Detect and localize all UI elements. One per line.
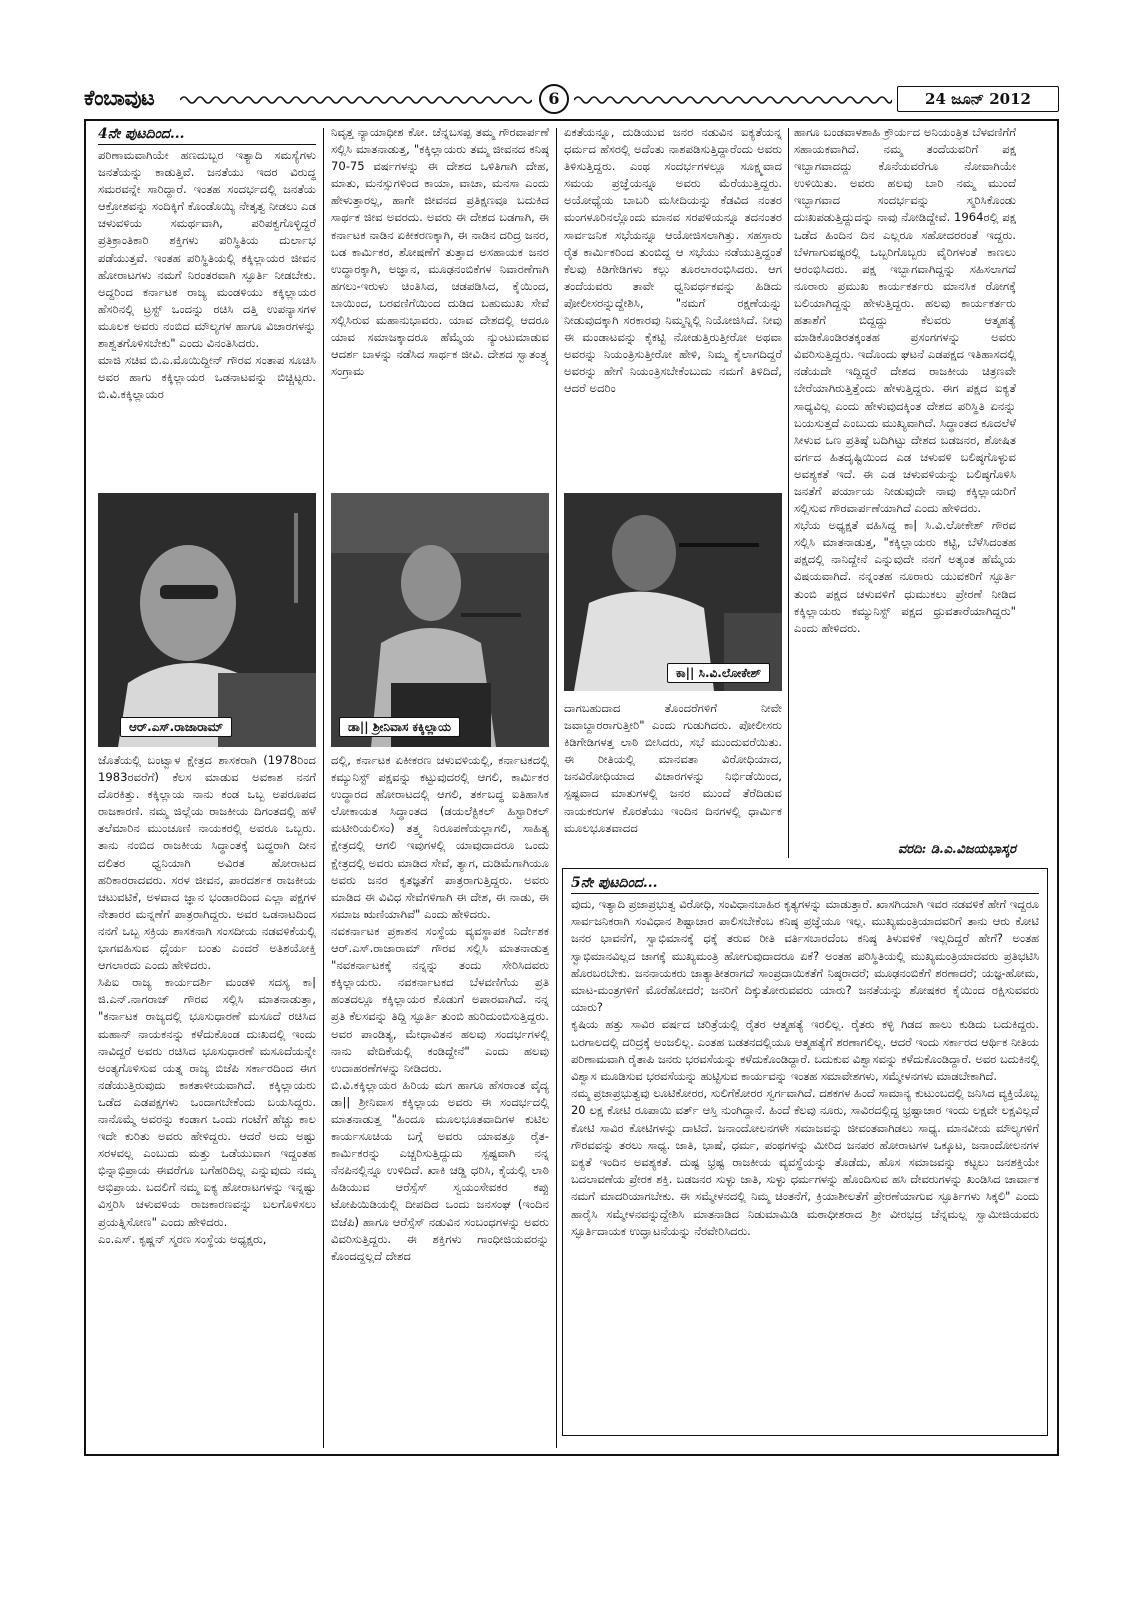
- article-column-1-bottom: [98, 752, 316, 1446]
- article-paragraph: ಏಕತೆಯನ್ನೂ, ದುಡಿಯುವ ಜನರ ನಡುವಿನ ಐಕ್ಯತೆಯನ್ನ ಧರ್ಮದ ಹೆಸರಲ್ಲಿ ಅದೆಂತು ನಾಶಪಡಿಸುತ್ತಿದ್ದಾರೆಂದು ಅವರು ತಿಳಿಸುತ್ತಿದ್ದರು. ಎಂಥ ಸಂದರ್ಭಗಳಲ್ಲೂ ಸೂಕ್ಷ್ಮವಾದ ಸಮಯ ಪ್ರಜ್ಞೆಯನ್ನೂ ಅವರು ಮೆರೆಯುತ್ತಿದ್ದರು. ಅಯೋಧ್ಯೆಯ ಬಾಬರಿ ಮಸೀದಿಯನ್ನು ಕೆಡವಿದ ನಂತರ ಮಂಗಳೂರಿನಲ್ಲೊಂದು ಮಾನವ ಸರಪಳಿಯನ್ನೂ ತದನಂತರ ಸಾರ್ವಜನಿಕ ಸಭೆಯನ್ನೂ ಆಯೋಜಿಸಲಾಗಿತ್ತು. ಸಹಸ್ರಾರು ರೈತ ಕಾರ್ಮಿಕರಿಂದ ತುಂಬಿದ್ದ ಆ ಸಭೆಯು ನಡೆಯುತ್ತಿದ್ದಂತೆ ಕೆಲವು ಕಿಡಿಗೇಡಿಗಳು ಕಲ್ಲು ತೂರಲಾರಂಭಿಸಿದರು. ಆಗ ತಂದೆಯವರು ತಾವೇ ಧ್ವನಿವರ್ಧಕವನ್ನು ಹಿಡಿದು ಪೋಲೀಸರನ್ನುದ್ದೇಶಿಸಿ, "ನಮಗೆ ರಕ್ಷಣೆಯನ್ನು ನೀಡುವುದಕ್ಕಾಗಿ ಸರಕಾರವು ನಿಮ್ಮನ್ನಿಲ್ಲಿ ನಿಯೋಜಿಸಿದೆ. ನೀವು ಈ ಮಂಡಾಟವನ್ನು ಕೈಕಟ್ಟಿ ನೋಡುತ್ತಿರುತ್ತೀರೋ ಅಥವಾ ಅವರನ್ನು ನಿಯಂತ್ರಿಸುತ್ತೀರೋ ಹೇಳಿ, ನಿಮ್ಮ ಕೈಲಾಗದಿದ್ದರೆ ಅವರನ್ನು ಹೇಗೆ ನಿಯಂತ್ರಿಸಬೇಕೆಂಬುದು ನಮಗೆ ತಿಳಿದಿದೆ, ಆದರೆ ಅದರಿಂ: [564, 125, 782, 396]
- article-column-4: [794, 124, 1016, 842]
- article-paragraph: ನಿವೃತ್ತ ನ್ಯಾಯಾಧೀಶ ಕೋ. ಚೆನ್ನಬಸಪ್ಪ ತಮ್ಮ ಗೌರವಾರ್ಪಣೆ ಸಲ್ಲಿಸಿ ಮಾತನಾಡುತ್ತ, "ಕಕ್ಕಿಲ್ಲಾಯರು ತಮ್ಮ ಜೀವನದ ಕನಿಷ್ಠ 70-75 ವರ್ಷಗಳನ್ನು ಈ ದೇಶದ ಒಳಿತಿಗಾಗಿ ದೇಹ, ಮಾತು, ಮನಸ್ಸುಗಳಿಂದ ಕಾಯಾ, ವಾಚಾ, ಮನಸಾ ಎಂದು ಹೇಳುತ್ತಾರಲ್ಲ, ಹಾಗೇ ಜೀವನದ ಪ್ರತಿಕ್ಷಣವೂ ಬದುಕಿದ ಸಾರ್ಥಕ ಜೀವ ಅವರದು. ಅವರು ಈ ದೇಶದ ಬಡಗಾಗಿ, ಈ ಕರ್ನಾಟಕ ನಾಡಿನ ಏಕೀಕರಣಕ್ಕಾಗಿ, ಈ ನಾಡಿನ ದರಿದ್ರ ಜನರ, ಬಡ ಕಾರ್ಮಿಕರ, ಶೋಷಣೆಗೆ ತುತ್ತಾದ ಅಸಹಾಯಕ ಜನರ ಉದ್ಧಾರಕ್ಕಾಗಿ, ಅಜ್ಞಾನ, ಮೂಢನಂಬಿಕೆಗಳ ನಿವಾರಣೆಗಾಗಿ ಹಗಲು-ಇರುಳು ಚಿಂತಿಸಿದ, ಚಡಪಡಿಸಿದ, ಕೈಯಿಂದ, ಬಾಯಿಂದ, ಬರವಣಿಗೆಯಿಂದ ದುಡಿದ ಬಹುಮುಖ ಸೇವೆ ಸಲ್ಲಿಸಿರುವ ಮಹಾನುಭಾವರು. ಯಾವ ದೇಶದಲ್ಲಿ ಆದರೂ ಯಾವ ಸಮಾಜಕ್ಕಾದರೂ ಹೆಮ್ಮೆಯ ನ್ಯುಂಟುಮಾಡುವ ಆದರ್ಶ ಬಾಳನ್ನು ನಡೆಸಿದ ಸಾರ್ಥಕ ಜೀವಿ. ದೇಶದ ಸ್ವಾತಂತ್ರ್ಯ ಸಂಗ್ರಾಮ: [331, 125, 549, 379]
- continued-from-label: 5ನೇ ಪುಟದಿಂದ...: [571, 873, 1039, 894]
- page-header: [84, 84, 1059, 114]
- decorative-wave-left: [180, 93, 532, 107]
- article-paragraph: ಎಂ.ಎಸ್. ಕೃಷ್ಣನ್ ಸ್ಮರಣ ಸಂಸ್ಥೆಯ ಅಧ್ಯಕ್ಷರು,: [98, 1231, 267, 1246]
- article-column-2-bottom: [331, 752, 549, 1446]
- article-paragraph: ನಮ್ಮ ಪ್ರಜಾಪ್ರಭುತ್ವವು ಲೂಟಿಕೋರರ, ಸುಲಿಗೆಕೋರರ ಸ್ವರ್ಗವಾಗಿದೆ. ದಶಕಗಳ ಹಿಂದೆ ಸಾಮಾನ್ಯ ಕುಟುಂಬದಲ್ಲಿ ಜನಿಸಿದ ವ್ಯಕ್ತಿಯೊಬ್ಬ 20 ಲಕ್ಷ ಕೋಟಿ ರೂಪಾಯಿ ವರ್ತ್ ಆಸ್ತಿ ನುಂಗಿದ್ದಾನೆ. ಹಿಂದೆ ಕೆಲವು ನೂರು, ಸಾವಿರದಲ್ಲಿದ್ದ ಭ್ರಷ್ಟಾಚಾರ ಇಂದು ಲಕ್ಷವೇ ಲಕ್ಷವಿಲ್ಲದೆ ಕೋಟಿ ಸಾವಿರ ಕೋಟಿಗಳನ್ನು ದಾಟಿದೆ. ಜನಾಂದೋಲನಗಳೇ ಸಮಾಜವನ್ನು ಜೀವಂತವಾಗಿಡಲು ಸಾಧ್ಯ. ಮಾನವೀಯ ಮೌಲ್ಯಗಳಿಗೆ ಗೌರವವನ್ನು ತರಲು ಸಾಧ್ಯ. ಜಾತಿ, ಭಾಷೆ, ಧರ್ಮ, ಪಂಥಗಳನ್ನು ಮೀರಿದ ಜನಪರ ಹೋರಾಟಗಳ ಒಕ್ಕೂಟ, ಜನಾಂದೋಲನಗಳ ಐಕ್ಯತೆ ಇಂದಿನ ಅವಶ್ಯಕತೆ. ದುಷ್ಟ ಭ್ರಷ್ಟ ರಾಜಕೀಯ ವ್ಯವಸ್ಥೆಯನ್ನು ತೊಡೆದು, ಹೊಸ ಸಮಾಜವನ್ನು ಕಟ್ಟಲು ಜನಶಕ್ತಿಯೇ ಬದಲಾವಣೆಯ ಪ್ರೇರಕ ಶಕ್ತಿ. ಬಡಜನರ ಸುಳ್ಳು ಜಾತಿ, ಸುಳ್ಳು ಧರ್ಮಗಳನ್ನು ಹೊಂದಿಸುವ ಹಸಿ ದೇವರುಗಳನ್ನು ಖಂಡಿಸಿದ ಚಾರ್ವಾಕ ನಮಗೆ ಮಾದರಿಯಾಗಬೇಕು. ಈ ಸಮ್ಮೇಳನದಲ್ಲಿ ನಿಮ್ಮ ಚಿಂತನೆಗೆ, ಕ್ರಿಯಾಶೀಲತೆಗೆ ಪ್ರೇರಣೆಯಾಗುವ ಸ್ಫೂರ್ತಿಗಳು ಸಿಕ್ಕಲಿ" ಎಂದು ಹಾರೈಸಿ ಸಮ್ಮೇಳನವನ್ನುದ್ದೇಶಿಸಿ ಮಾತನಾಡಿದ ನಿಡುಮಾಮಿಡಿ ಮಠಾಧೀಶರಾದ ಶ್ರೀ ವೀರಭದ್ರ ಚೆನ್ನಮಲ್ಲ ಸ್ವಾಮೀಜಿಯವರು ಸ್ಫೂರ್ತಿದಾಯಕ ಉದ್ಘಾಟನೆಯನ್ನು ನೆರವೇರಿಸಿದರು.: [571, 1086, 1039, 1238]
- speaker-photo-image: [331, 493, 549, 747]
- article-paragraph: ಮಾಜಿ ಸಚಿವ ಬಿ.ಎ.ಮೊಯಿದ್ದೀನ್ ಗೌರವ ಸಂತಾಪ ಸೂಚಿಸಿ ಅವರ ಹಾಗು ಕಕ್ಕಿಲ್ಲಾಯರ ಒಡನಾಟವನ್ನು ಬಿಚ್ಚಿಟ್ಟರು. ಬಿ.ವಿ.ಕಕ್ಕಿಲ್ಲಾಯರ: [98, 353, 316, 402]
- continued-article-box: [562, 868, 1048, 1436]
- article-paragraph: ಹಾಗೂ ಬಂಡವಾಳಶಾಹಿ ಕ್ರೌರ್ಯದ ಅನಿಯಂತ್ರಿತ ಬೆಳವಣಿಗೆಗೆ ಸಹಾಯಕವಾಗಿದೆ. ನಮ್ಮ ತಂದೆಯವರಿಗೆ ಪಕ್ಷ ಇಬ್ಭಾಗವಾದದ್ದು ಕೊನೆಯವರೆಗೂ ನೋವಾಗಿಯೇ ಉಳಿಯಿತು. ಅವರು ಹಲವು ಬಾರಿ ನಮ್ಮ ಮುಂದೆ ಇಬ್ಭಾಗವಾದ ಸಂದರ್ಭವನ್ನು ಸ್ಮರಿಸಿಕೊಂಡು ದುಃಖಪಡುತ್ತಿದ್ದುದನ್ನು ನಾವು ನೋಡಿದ್ದೇವೆ. 1964ರಲ್ಲಿ ಪಕ್ಷ ಒಡೆದ ಹಿಂದಿನ ದಿನ ಎಲ್ಲರೂ ಸಹೋದರರಂತೆ ಇದ್ದರು. ಬೆಳಗಾಗುವಷ್ಟರಲ್ಲಿ ಒಬ್ಬರಿಗೊಬ್ಬರು ವೈರಿಗಳಂತೆ ಕಾಣಲು ಆರಂಭಿಸಿದರು. ಪಕ್ಷ ಇಬ್ಭಾಗವಾಗಿದ್ದನ್ನು ಸಹಿಸಲಾಗದೆ ನೂರಾರು ಪ್ರಮುಖ ಕಾರ್ಯಕರ್ತರು ಮಾನಸಿಕ ರೋಗಕ್ಕೆ ಬಲಿಯಾಗಿದ್ದನ್ನು ಹೇಳುತ್ತಿದ್ದರು. ಹಲವು ಕಾರ್ಯಕರ್ತರು ಹತಾಶೆಗೆ ಬಿದ್ದದ್ದು ಕೆಲವರು ಆತ್ಮಹತ್ಯೆ ಮಾಡಿಕೊಂಡಿರತಕ್ಕಂತಹ ಪ್ರಸಂಗಗಳನ್ನು ಅವರು ವಿವರಿಸುತ್ತಿದ್ದರು. ಇದೊಂದು ಘಟನೆ ಎಡಪಕ್ಷದ ಇತಿಹಾಸದಲ್ಲಿ ನಡೆಯದೇ ಇದ್ದಿದ್ದರೆ ದೇಶದ ರಾಜಕೀಯ ಚಿತ್ರಣವೇ ಬೇರೆಯಾಗಿರುತ್ತಿತ್ತೆಂದು ಹೇಳುತ್ತಿದ್ದರು. ಈಗ ಪಕ್ಷದ ಐಕ್ಯತೆ ಸಾಧ್ಯವಿಲ್ಲ ಎಂದು ಹೇಳುವುದಕ್ಕಿಂತ ದೇಶದ ಪರಿಸ್ಥಿತಿ ಏನನ್ನು ಬಯಸುತ್ತದೆ ಎಂಬುದು ಮುಖ್ಯವಾಗಿದೆ. ಸಿದ್ಧಾಂತದ ಕೂದಲೆಳೆ ಸೀಳುವ ಒಣ ಪ್ರತಿಷ್ಠೆ ಬದಿಗಿಟ್ಟು ದೇಶದ ಬಡಜನರ, ಶೋಷಿತ ವರ್ಗದ ಹಿತದೃಷ್ಟಿಯಿಂದ ಎಡ ಚಳುವಳಿ ಬಲಿಷ್ಠಗೊಳ್ಳುವ ಅವಶ್ಯಕತೆ ಇದೆ. ಈ ಎಡ ಚಳುವಳಿಯನ್ನು ಬಲಿಷ್ಠಗೊಳಿಸಿ ಜನತೆಗೆ ಪರ್ಯಾಯ ನೀಡುವುದೇ ನಾವು ಕಕ್ಕಿಲ್ಲಾಯರಿಗೆ ಸಲ್ಲಿಸುವ ಗೌರವಾರ್ಪಣೆಯಾಗಿದೆ ಎಂದು ಹೇಳಿದರು.: [794, 125, 1016, 516]
- photo-lokesh: [564, 493, 782, 691]
- article-column-3-top: [564, 124, 782, 486]
- article-column-1-top: [98, 124, 316, 476]
- article-paragraph: ದಲ್ಲಿ, ಕರ್ನಾಟಕ ಏಕೀಕರಣ ಚಳುವಳಿಯಲ್ಲಿ, ಕರ್ನಾಟಕದಲ್ಲಿ ಕಮ್ಯುನಿಸ್ಟ್ ಪಕ್ಷವನ್ನು ಕಟ್ಟುವುದರಲ್ಲಿ ಆಗಲಿ, ಕಾರ್ಮಿಕರ ಉದ್ಧಾರದ ಹೋರಾಟದಲ್ಲಿ ಆಗಲಿ, ತರ್ಕಬದ್ಧ ಐತಿಹಾಸಿಕ ಲೋಕಾಯತ ಸಿದ್ಧಾಂತದ (ಡಯಲೆಕ್ಟಿಕಲ್ ಹಿಸ್ಟಾರಿಕಲ್ ಮಟೀರಿಯಲಿಸಂ) ತತ್ತ್ವ ನಿರೂಪಣೆಯಲ್ಲಾಗಲಿ, ಸಾಹಿತ್ಯ ಕ್ಷೇತ್ರದಲ್ಲಿ ಆಗಲಿ ಇವುಗಳಲ್ಲಿ ಯಾವುದಾದರೂ ಒಂದು ಕ್ಷೇತ್ರದಲ್ಲಿ ಅವರು ಮಾಡಿದ ಸೇವೆ, ತ್ಯಾಗ, ದುಡಿಮೆಗಾಗಿಯೂ ಅವರು ಜನರ ಕೃತಜ್ಞತೆಗೆ ಪಾತ್ರರಾಗುತ್ತಿದ್ದರು. ಅವರು ಮಾಡಿದ ಈ ವಿವಿಧ ಸೇವೆಗಳಿಗಾಗಿ ಈ ದೇಶ, ಈ ನಾಡು, ಈ ಸಮಾಜ ಋಣಿಯಾಗಿವೆ" ಎಂದು ಹೇಳಿದರು.: [331, 753, 549, 921]
- report-byline: ವರದಿ: ಡಿ.ಎ.ವಿಜಯಭಾಸ್ಕರ: [897, 842, 1016, 857]
- article-paragraph: ಪರಿಣಾಮವಾಗಿಯೇ ಹಣದುಬ್ಬರ ಇತ್ಯಾದಿ ಸಮಸ್ಯೆಗಳು ಜನತೆಯನ್ನು ಕಾಡುತ್ತಿವೆ. ಜನತೆಯು ಇದರ ವಿರುದ್ಧ ಸಮರವನ್ನೇ ಸಾರಿದ್ದಾರೆ. ಇಂತಹ ಸಂದರ್ಭದಲ್ಲಿ ಜನತೆಯ ಆಕ್ರೋಶವನ್ನು ಸಂದಿಕ್ಕಿಗೆ ಕೊಂಡೊಯ್ಯಿ ನೇತೃತ್ವ ನೀಡಲು ಎಡ ಚಳುವಳಿಯ ಸಮರ್ಥವಾಗಿ, ಪರಿಪಕ್ವಗೊಳ್ಳಿದ್ದರೆ ಪ್ರತಿಕ್ರಾಂತಿಕಾರಿ ಶಕ್ತಿಗಳು ಪರಿಸ್ಥಿತಿಯ ದುರ್ಲಾಭ ಪಡೆಯುತ್ತವೆ. ಇಂತಹ ಪರಿಸ್ಥಿತಿಯಲ್ಲಿ ಕಕ್ಕಿಲ್ಲಾಯರ ಜೀವನ ಹೋರಾಟಗಳು ನಮಗೆ ನಿರಂತರವಾಗಿ ಸ್ಫೂರ್ತಿ ನೀಡಬೇಕು. ಅದ್ದರಿಂದ ಕರ್ನಾಟಕ ರಾಜ್ಯ ಮಂಡಳಿಯು ಕಕ್ಕಿಲ್ಲಾಯರ ಹೆಸರಿನಲ್ಲಿ ಟ್ರಸ್ಟ್ ಒಂದನ್ನು ರಚಿಸಿ ದತ್ತಿ ಉಪನ್ಯಾಸಗಳ ಮೂಲಕ ಅವರು ನಂಬಿದ ಮೌಲ್ಯಗಳ ಹಾಗೂ ವಿಚಾರಗಳನ್ನು ಶಾಶ್ವತಗೊಳಿಸಬೇಕು" ಎಂದು ವಿನಂತಿಸಿದರು.: [98, 148, 316, 351]
- article-paragraph: ನವಕರ್ನಾಟಕ ಪ್ರಕಾಶನ ಸಂಸ್ಥೆಯ ವ್ಯವಸ್ಥಾಪಕ ನಿರ್ದೇಶಕ ಆರ್.ಎಸ್.ರಾಜಾರಾಮ್ ಗೌರವ ಸಲ್ಲಿಸಿ ಮಾತನಾಡುತ್ತ "ನವಕರ್ನಾಟಕಕ್ಕೆ ನನ್ನನ್ನು ತಂದು ಸೇರಿಸಿದವರು ಕಕ್ಕಿಲ್ಲಾಯರು. ನವಕರ್ನಾಟಕದ ಬೆಳವಣಿಗೆಯ ಪ್ರತಿ ಹಂತದಲ್ಲೂ ಕಕ್ಕಿಲ್ಲಾಯರ ಕೊಡುಗೆ ಅಪಾರವಾಗಿದೆ. ನನ್ನ ಪ್ರತಿ ಕೆಲಸವನ್ನು ತಿದ್ದಿ ಸ್ಫೂರ್ತಿ ತುಂಬಿ ಹುರಿದುಂಬಿಸುತ್ತಿದ್ದರು. ಅವರ ಪಾಂಡಿತ್ಯ, ಮೇಧಾವಿತನ ಹಲವು ಸಂದರ್ಭಗಳಲ್ಲಿ ನಾನು ವೇದಿಕೆಯಲ್ಲಿ ಕಂಡಿದ್ದೇನೆ" ಎಂದು ಹಲವು ಉದಾಹರಣೆಗಳನ್ನು ನೀಡಿದರು.: [331, 923, 549, 1075]
- decorative-wave-right: [574, 93, 892, 107]
- speaker-photo-image: [564, 493, 782, 691]
- photo-rajaram: [98, 493, 316, 747]
- page-number: 6: [539, 84, 569, 114]
- article-column-2-top: [331, 124, 549, 486]
- article-paragraph: ಸಿಪಿಐ ರಾಜ್ಯ ಕಾರ್ಯದರ್ಶಿ ಮಂಡಳಿ ಸದಸ್ಯ ಕಾ| ಜಿ.ಎನ್.ನಾಗರಾಜ್ ಗೌರವ ಸಲ್ಲಿಸಿ ಮಾತನಾಡುತ್ತಾ, "ಕರ್ನಾಟಕ ರಾಜ್ಯದಲ್ಲಿ ಭೂಸುಧಾರಣೆ ಮಸೂದೆ ರಚಿಸಿದ ಮಹಾನ್ ನಾಯಕನನ್ನು ಕಳೆದುಕೊಂಡ ದುಃಖದಲ್ಲಿ ಇಂದು ನಾವಿದ್ದರೆ ಅವರು ರಚಿಸಿದ ಭೂಸುಧಾರಣೆ ಮಸೂದೆಯನ್ನೇ ಅಂತ್ಯಗೊಳಿಸುವ ಯತ್ನ ರಾಜ್ಯ ಬಿಜೆಪಿ ಸರ್ಕಾರದಿಂದ ಈಗ ನಡೆಯುತ್ತಿರುವುದು ಕಾಕತಾಳೀಯವಾಗಿದೆ. ಕಕ್ಕಿಲ್ಲಾಯರು ಒಡೆದ ಎಡಪಕ್ಷಗಳು ಒಂದಾಗಬೇಕೆಂದು ಬಯಸಿದ್ದರು. ನಾನೊಮ್ಮೆ ಅವರನ್ನು ಕಂಡಾಗ ಒಂದು ಗಂಟೆಗೆ ಹೆಚ್ಚು ಕಾಲ ಇದೇ ಕುರಿತು ಅವರು ಹೇಳಿದ್ದರು. ಆದರೆ ಅದು ಅಷ್ಟು ಸರಳವಲ್ಲ ಎಂಬುದು ಮತ್ತು ಒಡೆಯುವಾಗ ಇದ್ದಂತಹ ಭಿನ್ನಾಭಿಪ್ರಾಯ ಈವರೆಗೂ ಬಗೆಹರಿದಿಲ್ಲ ಎನ್ನುವುದು ನಮ್ಮ ಅಭಿಪ್ರಾಯ. ಬದಲಿಗೆ ನಮ್ಮ ಐಕ್ಯ ಹೋರಾಟಗಳನ್ನು ಇನ್ನಷ್ಟು ವಿಸ್ತರಿಸಿ ಚಳುವಳಿಯ ರಾಜಕಾರಣವನ್ನು ಬಲಗೊಳಿಸಲು ಪ್ರಯತ್ನಿಸೋಣ" ಎಂದು ಹೇಳಿದರು.: [98, 975, 316, 1229]
- column-rule: [788, 128, 789, 858]
- article-paragraph: ವುದು, ಇತ್ಯಾದಿ ಪ್ರಜಾಪ್ರಭುತ್ವ ವಿರೋಧಿ, ಸಂವಿಧಾನಬಾಹಿರ ಕೃತ್ಯಗಳನ್ನು ಮಾಡುತ್ತಾರೆ. ಖಾಸಗಿಯಾಗಿ ಇವರ ನಡವಳಿಕೆ ಹೇಗೆ ಇದ್ದರೂ ಸಾರ್ವಜನಿಕರಾಗಿ ಸಂವಿಧಾನ ಶಿಷ್ಟಾಚಾರ ಪಾಲಿಸಬೇಕೆಂಬ ಕನಿಷ್ಠ ಪ್ರಜ್ಞೆಯೂ ಇಲ್ಲ. ಮುಖ್ಯಮಂತ್ರಿಯಾದವರಿಗೆ ತಾನು ಆರು ಕೋಟಿ ಜನರ ಭಾವನೆಗೆ, ಸ್ವಾಭಿಮಾನಕ್ಕೆ ಧಕ್ಕೆ ತರುವ ರೀತಿ ವರ್ತಿಸಬಾರದೆಂಬ ಕನಿಷ್ಠ ತಿಳುವಳಿಕೆ ಇಲ್ಲದಿದ್ದರೆ ಹೇಗೆ? ಅಂತಹ ಸ್ವಾಭಿಮಾನವಿಲ್ಲದ ಜಾಗಕ್ಕೆ ಮುಖ್ಯಮಂತ್ರಿ ಹೋಗುವುದಾದರೂ ಏಕೆ? ಅಂತಹ ಪರಿಸ್ಥಿತಿಯಲ್ಲಿ ಮುಖ್ಯಮಂತ್ರಿಯಾದವರು ಪ್ರತಿಭಟಿಸಿ ಹೊರಬರಬೇಕು. ಜನನಾಯಕರು ಜಾತ್ಯಾತೀತರಾಗದೆ ಸಾಂಪ್ರದಾಯಿಕತೆಗೆ ನಿಷ್ಠರಾದರೆ; ಮೂಢನಂಬಿಕೆಗೆ ಶರಣಾದರೆ; ಯಜ್ಞ-ಹೋಮ, ಮಾಟ-ಮಂತ್ರಗಳಿಗೆ ಮೊರೆಹೋದರೆ; ಜನರಿಗೆ ದಿಕ್ಕುತೋರುವವರು ಯಾರು? ಜನತೆಯನ್ನು ಶೋಷಕರ ಕೈಯಿಂದ ರಕ್ಷಿಸುವವರು ಯಾರು?: [571, 897, 1039, 1015]
- column-rule: [323, 128, 324, 1448]
- boxed-article-body: [571, 873, 1039, 1429]
- photo-caption: ಆರ್.ಎಸ್.ರಾಜಾರಾಮ್: [120, 717, 232, 737]
- issue-date: 24 ಜೂನ್ 2012: [897, 86, 1059, 112]
- article-paragraph: ಜೊತೆಯಲ್ಲಿ ಬಂಟ್ವಾಳ ಕ್ಷೇತ್ರದ ಶಾಸಕರಾಗಿ (1978ರಿಂದ 1983ರವರೆಗೆ) ಕೆಲಸ ಮಾಡುವ ಅವಕಾಶ ನನಗೆ ದೊರಕಿತ್ತು. ಕಕ್ಕಿಲ್ಲಾಯ ನಾನು ಕಂಡ ಒಬ್ಬ ಅಪರೂಪದ ರಾಜಕಾರಣಿ. ನಮ್ಮ ಜಿಲ್ಲೆಯ ರಾಜಕೀಯ ದಿಗಂತದಲ್ಲಿ ಹಳೆ ತಲೆಮಾರಿನ ಮುಂಚೂಣಿ ನಾಯಕರಲ್ಲಿ ಅವರೂ ಒಬ್ಬರು. ತಾನು ನಂಬಿದ ರಾಜಕೀಯ ಸಿದ್ಧಾಂತಕ್ಕೆ ಬದ್ಧರಾಗಿ ದೀನ ದಲಿತರ ಧ್ವನಿಯಾಗಿ ಅವಿರತ ಹೋರಾಟದ ಹರಿಕಾರರಾದವರು. ಸರಳ ಜೀವನ, ಪಾರದರ್ಶಕ ರಾಜಕೀಯ ಚಟುವಟಿಕೆ, ಅಳವಾದ ಜ್ಞಾನ ಭಂಡಾರದಿಂದ ಎಲ್ಲಾ ಪಕ್ಷಗಳ ನೇತಾರರ ಮನ್ನಣೆಗೆ ಪಾತ್ರರಾಗಿದ್ದರು. ಅವರ ಒಡನಾಟದಿಂದ ನನಗೆ ಒಬ್ಬ ಸಕ್ರಿಯ ಶಾಸಕನಾಗಿ ಸಂಸದೀಯ ನಡವಳಿಕೆಯಲ್ಲಿ ಭಾಗವಹಿಸುವ ಧೈರ್ಯ ಬಂತು ಎಂದರೆ ಅತಿಶಯೋಕ್ತಿ ಆಗಲಾರದು ಎಂದು ಹೇಳಿದರು.: [98, 753, 316, 973]
- photo-caption: ಕಾ|| ಸಿ.ವಿ.ಲೋಕೇಶ್: [667, 663, 770, 683]
- photo-srinivasa-kakkillaya: [331, 493, 549, 747]
- masthead-title: ಕೆಂಬಾವುಟ: [84, 85, 155, 110]
- photo-caption: ಡಾ|| ಶ್ರೀನಿವಾಸ ಕಕ್ಕಿಲ್ಲಾಯ: [339, 717, 460, 737]
- article-paragraph: ಬಿ.ವಿ.ಕಕ್ಕಿಲ್ಲಾಯರ ಹಿರಿಯ ಮಗ ಹಾಗೂ ಹೆಸರಾಂತ ವೈದ್ಯ ಡಾ|| ಶ್ರೀನಿವಾಸ ಕಕ್ಕಿಲ್ಲಾಯ ಅವರು ಈ ಸಂದರ್ಭದಲ್ಲಿ ಮಾತನಾಡುತ್ತ "ಹಿಂದೂ ಮೂಲಭೂತವಾದಿಗಳ ಕುಟಿಲ ಕಾರ್ಯಸೂಚಿಯ ಬಗ್ಗೆ ಅವರು ಯಾವತ್ತೂ ರೈತ-ಕಾರ್ಮಿಕರನ್ನು ಎಚ್ಚರಿಸುತ್ತಿದ್ದುದು ಸ್ಪಷ್ಟವಾಗಿ ನನ್ನ ನೆನಪಿನಲ್ಲಿನ್ನೂ ಉಳಿದಿದೆ. ಖಾಕಿ ಚಡ್ಡಿ ಧರಿಸಿ, ಕೈಯಲ್ಲಿ ಲಾಠಿ ಹಿಡಿಯುವ ಆರೆಸ್ಸೆಸ್ ಸ್ವಯಂಸೇವಕರ ಕಪ್ಪು ಟೋಪಿಯಿಡಿಯಲ್ಲಿ ದೀಪದಿದ ಒಂದು ಜನಸಂಘ (ಇಂದಿನ ಬಿಜೆಪಿ) ಹಾಗೂ ಆರೆಸ್ಸೆಸ್ ನಡುವಿನ ಸಂಬಂಧಗಳನ್ನು ಅವರು ವಿವರಿಸುತ್ತಿದ್ದರು. ಈ ಶಕ್ತಿಗಳು ಗಾಂಧೀಜಿಯವರನ್ನು ಕೊಂದದ್ದಲ್ಲದೆ ದೇಶದ: [331, 1077, 549, 1263]
- continued-from-label: 4ನೇ ಪುಟದಿಂದ...: [98, 124, 316, 145]
- article-paragraph: ಸಭೆಯ ಅಧ್ಯಕ್ಷತೆ ವಹಿಸಿದ್ದ ಕಾ| ಸಿ.ವಿ.ಲೋಕೇಶ್ ಗೌರವ ಸಲ್ಲಿಸಿ ಮಾತನಾಡುತ್ತ, "ಕಕ್ಕಿಲ್ಲಾಯರು ಕಟ್ಟಿ, ಬೆಳೆಸಿದಂತಹ ಪಕ್ಷದಲ್ಲಿ ನಾನಿದ್ದೇನೆ ಎನ್ನುವುದೇ ನನಗೆ ಅತ್ಯಂತ ಹೆಮ್ಮೆಯ ವಿಷಯವಾಗಿದೆ. ನನ್ನಂತಹ ನೂರಾರು ಯುವಕರಿಗೆ ಸ್ಫೂರ್ತಿ ತುಂಬಿ ಪಕ್ಷದ ಚಳುವಳಿಗೆ ಧುಮುಕಲು ಪ್ರೇರಣೆ ನೀಡಿದ ಕಕ್ಕಿಲ್ಲಾಯರು ಕಮ್ಯುನಿಸ್ಟ್ ಪಕ್ಷದ ಧ್ರುವತಾರೆಯಾಗಿದ್ದರು" ಎಂದು ಹೇಳಿದರು.: [794, 518, 1016, 635]
- article-paragraph: ದಾಗಬಹುದಾದ ತೊಂದರೆಗಳಿಗೆ ನೀವೇ ಜವಾಬ್ದಾರರಾಗುತ್ತೀರಿ" ಎಂದು ಗುಡುಗಿದರು. ಪೋಲೀಸರು ಕಿಡಿಗೇಡಿಗಳತ್ತ ಲಾಠಿ ಬೀಸಿದರು, ಸಭೆ ಮುಂದುವರೆಯಿತು. ಈ ರೀತಿಯಲ್ಲಿ ಮಾನವತಾ ವಿರೋಧಿಯಾದ, ಜನವಿರೋಧಿಯಾದ ವಿಚಾರಗಳನ್ನು ನಿರ್ಭಿಡೆಯಿಂದ, ಸ್ಪಷ್ಟವಾದ ಮಾತುಗಳಲ್ಲಿ ಜನರ ಮುಂದೆ ತೆರೆದಿಡುವ ನಾಯಕರುಗಳ ಕೊರತೆಯು ಇಂದಿನ ದಿನಗಳಲ್ಲಿ ಧಾರ್ಮಿಕ ಮೂಲಭೂತವಾದದ: [564, 701, 782, 835]
- column-rule: [556, 128, 557, 1448]
- article-column-3-bottom: [564, 700, 782, 860]
- speaker-photo-image: [98, 493, 316, 747]
- article-paragraph: ಕೃಷಿಯ ಹತ್ತು ಸಾವಿರ ವರ್ಷದ ಚರಿತ್ರೆಯಲ್ಲಿ ರೈತರ ಆತ್ಮಹತ್ಯೆ ಇರಲಿಲ್ಲ. ರೈತರು ಕಳ್ಳಿ ಗಿಡದ ಹಾಲು ಕುಡಿದು ಬದುಕಿದ್ದರು. ಬರಗಾಲದಲ್ಲಿ ದರಿದ್ರಕ್ಕೆ ಅಂಜಲಿಲ್ಲ. ಎಂತಹ ಬಡತನದಲ್ಲಿಯೂ ಆತ್ಮಹತ್ಯೆಗೆ ಶರಣಾಗಲಿಲ್ಲ. ಆದರೆ ಇಂದು ಸರ್ಕಾರದ ಆರ್ಥಿಕ ನೀತಿಯ ಪರಿಣಾಮವಾಗಿ ರೈತಾಪಿ ಜನರು ಭರವಸೆಯನ್ನು ಕಳೆದುಕೊಂಡಿದ್ದಾರೆ. ಬದುಕುವ ವಿಶ್ವಾಸವನ್ನು ಕಳೆದುಕೊಂಡಿದ್ದಾರೆ. ಅವರ ಬದುಕಿನಲ್ಲಿ ವಿಶ್ವಾಸ ಮೂಡಿಸುವ ಭರವಸೆಯನ್ನು ಹುಟ್ಟಿಸುವ ಕಾರ್ಯವನ್ನು ಇಂತಹ ಸಮಾವೇಶಗಳು, ಸಮ್ಮೇಳನಗಳು ಮಾಡಬೇಕಾಗಿದೆ.: [571, 1017, 1039, 1084]
